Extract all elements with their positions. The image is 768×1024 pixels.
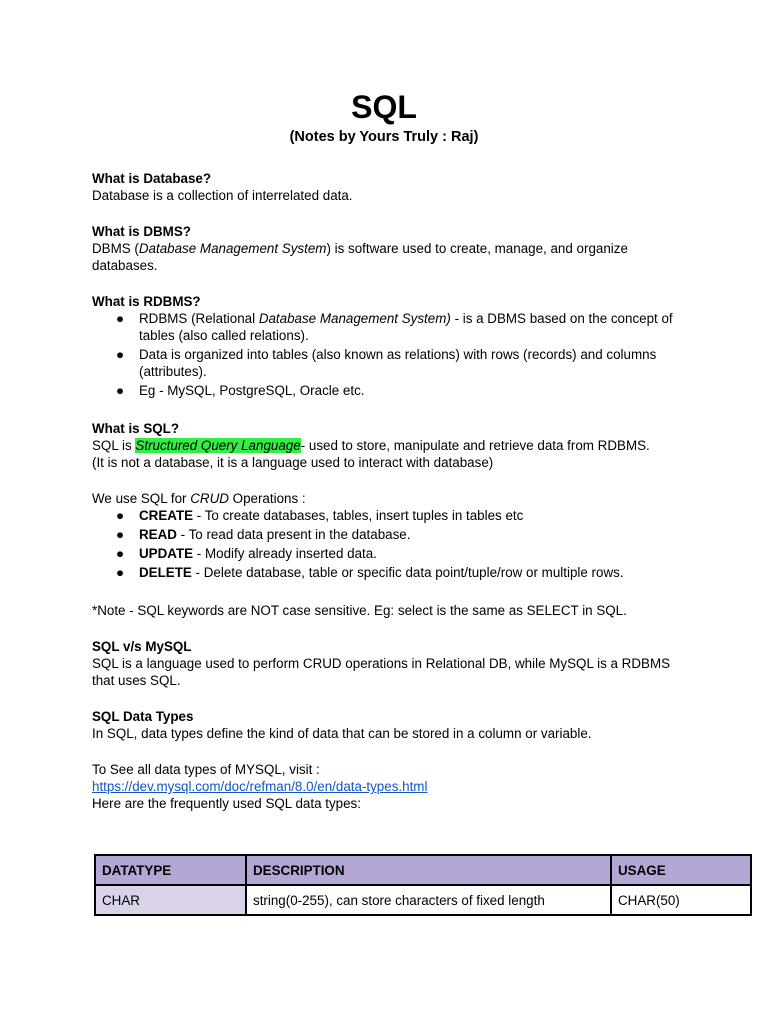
column-header-datatype: DATATYPE bbox=[95, 855, 246, 885]
list-item: ● CREATE - To create databases, tables, insert tuples in tables etc bbox=[116, 508, 524, 523]
text-crud-intro: We use SQL for CRUD Operations : bbox=[92, 491, 306, 506]
table-header-row bbox=[95, 855, 751, 885]
text-frequent-types: Here are the frequently used SQL data types: bbox=[92, 796, 361, 811]
list-item: ● RDBMS (Relational Database Management System) - is a DBMS based on the concept of tables (also called relations). bbox=[116, 311, 673, 343]
heading-dbms: What is DBMS? bbox=[92, 224, 191, 239]
text-database: Database is a collection of interrelated data. bbox=[92, 188, 353, 203]
table-row bbox=[95, 885, 751, 915]
text-sql-note: (It is not a database, it is a language used to interact with database) bbox=[92, 455, 494, 470]
heading-database: What is Database? bbox=[92, 171, 212, 186]
bullet-icon: ● bbox=[116, 508, 125, 523]
text-dbms: DBMS (Database Management System) is software used to create, manage, and organize databases. bbox=[92, 241, 628, 273]
text-sql: SQL is Structured Query Language- used to store, manipulate and retrieve data from RDBMS. bbox=[92, 438, 650, 453]
list-item: ● READ - To read data present in the database. bbox=[116, 527, 411, 542]
bullet-icon: ● bbox=[116, 311, 125, 326]
bullet-icon: ● bbox=[116, 347, 125, 362]
text-visit: To See all data types of MYSQL, visit : bbox=[92, 762, 320, 777]
data-types-table bbox=[94, 854, 752, 916]
table-cell: CHAR(50) bbox=[611, 885, 751, 915]
table-cell: string(0-255), can store characters of fixed length bbox=[246, 885, 611, 915]
mysql-data-types-link[interactable]: https://dev.mysql.com/doc/refman/8.0/en/data-types.html bbox=[92, 779, 428, 794]
crud-list bbox=[92, 507, 682, 581]
list-item: ● DELETE - Delete database, table or specific data point/tuple/row or multiple rows. bbox=[116, 565, 624, 580]
text-note: *Note - SQL keywords are NOT case sensitive. Eg: select is the same as SELECT in SQL. bbox=[92, 603, 627, 618]
heading-sql-vs-mysql: SQL v/s MySQL bbox=[92, 639, 192, 654]
text-data-types: In SQL, data types define the kind of data that can be stored in a column or variable. bbox=[92, 726, 592, 741]
rdbms-list bbox=[92, 310, 682, 399]
highlighted-term: Structured Query Language bbox=[135, 438, 301, 453]
bullet-icon: ● bbox=[116, 565, 125, 580]
heading-data-types: SQL Data Types bbox=[92, 709, 194, 724]
column-header-description: DESCRIPTION bbox=[246, 855, 611, 885]
list-item: ● Data is organized into tables (also known as relations) with rows (records) and columns (attributes). bbox=[116, 347, 657, 379]
bullet-icon: ● bbox=[116, 546, 125, 561]
column-header-usage: USAGE bbox=[611, 855, 751, 885]
heading-rdbms: What is RDBMS? bbox=[92, 294, 201, 309]
list-item: ● Eg - MySQL, PostgreSQL, Oracle etc. bbox=[116, 383, 365, 398]
document-body bbox=[92, 170, 682, 812]
text-sql-vs-mysql: SQL is a language used to perform CRUD operations in Relational DB, while MySQL is a RDBMS that uses SQL. bbox=[92, 656, 671, 688]
page-title: SQL bbox=[351, 89, 417, 125]
heading-sql: What is SQL? bbox=[92, 421, 180, 436]
page-subtitle: (Notes by Yours Truly : Raj) bbox=[289, 129, 479, 145]
table-cell: CHAR bbox=[95, 885, 246, 915]
bullet-icon: ● bbox=[116, 527, 125, 542]
list-item: ● UPDATE - Modify already inserted data. bbox=[116, 546, 377, 561]
bullet-icon: ● bbox=[116, 383, 125, 398]
